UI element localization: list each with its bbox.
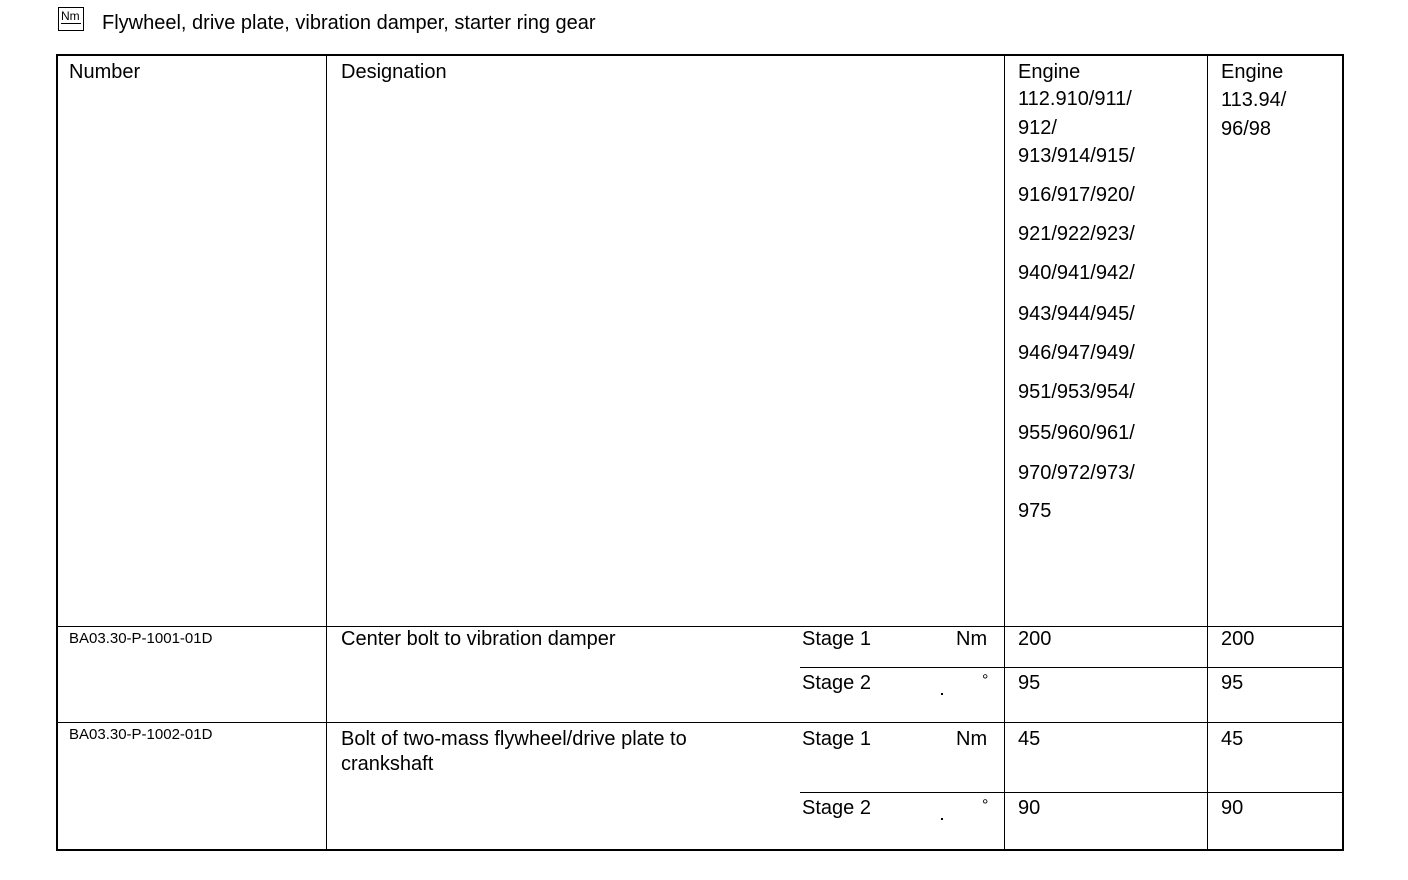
decorative-dot xyxy=(941,693,943,695)
row-1-stage-2-engine-2: 95 xyxy=(1221,672,1244,694)
engine-1-line: 921/922/923/ xyxy=(1018,223,1135,245)
stage-divider xyxy=(800,667,1342,668)
engine-1-line: 955/960/961/ xyxy=(1018,422,1135,444)
engine-1-line: 912/ xyxy=(1018,117,1057,139)
row-2-stage-1-unit: Nm xyxy=(956,728,988,750)
header-designation: Designation xyxy=(341,61,447,83)
engine-2-line: 96/98 xyxy=(1221,118,1272,140)
engine-1-line: 112.910/911/ xyxy=(1018,88,1132,110)
stage-divider xyxy=(800,792,1342,793)
engine-1-line: 916/917/920/ xyxy=(1018,184,1135,206)
engine-1-line: 943/944/945/ xyxy=(1018,303,1135,325)
engine-1-line: 970/972/973/ xyxy=(1018,462,1135,484)
row-2-number: BA03.30-P-1002-01D xyxy=(69,726,213,743)
engine-1-line: 940/941/942/ xyxy=(1018,262,1135,284)
row-1-designation: Center bolt to vibration damper xyxy=(341,628,616,650)
row-2-stage-1-engine-1: 45 xyxy=(1018,728,1041,750)
row-2-stage-2-engine-2: 90 xyxy=(1221,797,1244,819)
row-2-stage-2-unit: ° xyxy=(982,797,989,814)
row-divider xyxy=(58,722,1342,723)
engine-1-line: 946/947/949/ xyxy=(1018,342,1135,364)
row-2-stage-2: Stage 2 xyxy=(802,797,871,819)
row-2-designation-line-2: crankshaft xyxy=(341,753,434,775)
page-title: Flywheel, drive plate, vibration damper, starter ring gear xyxy=(102,12,596,34)
row-1-stage-1: Stage 1 xyxy=(802,628,871,650)
torque-table xyxy=(56,54,1344,851)
row-2-stage-1: Stage 1 xyxy=(802,728,871,750)
row-2-designation-line-1: Bolt of two-mass flywheel/drive plate to xyxy=(341,728,687,750)
row-2-stage-1-engine-2: 45 xyxy=(1221,728,1244,750)
column-divider xyxy=(1004,56,1005,849)
row-1-number: BA03.30-P-1001-01D xyxy=(69,630,213,647)
row-1-stage-1-unit: Nm xyxy=(956,628,988,650)
engine-1-line: 913/914/915/ xyxy=(1018,145,1135,167)
engine-2-line: 113.94/ xyxy=(1221,89,1287,111)
engine-1-line: 975 xyxy=(1018,500,1052,522)
header-number: Number xyxy=(69,61,141,83)
row-1-stage-1-engine-1: 200 xyxy=(1018,628,1052,650)
torque-nm-icon: Nm xyxy=(58,7,84,31)
row-1-stage-2-unit: ° xyxy=(982,672,989,689)
row-1-stage-2-engine-1: 95 xyxy=(1018,672,1041,694)
row-1-stage-1-engine-2: 200 xyxy=(1221,628,1255,650)
row-1-stage-2: Stage 2 xyxy=(802,672,871,694)
engine-1-line: 951/953/954/ xyxy=(1018,381,1135,403)
column-divider xyxy=(326,56,327,849)
header-engine-1: Engine xyxy=(1018,61,1081,83)
row-2-stage-2-engine-1: 90 xyxy=(1018,797,1041,819)
decorative-dot xyxy=(941,818,943,820)
header-engine-2: Engine xyxy=(1221,61,1284,83)
column-divider xyxy=(1207,56,1208,849)
row-divider xyxy=(58,626,1342,627)
